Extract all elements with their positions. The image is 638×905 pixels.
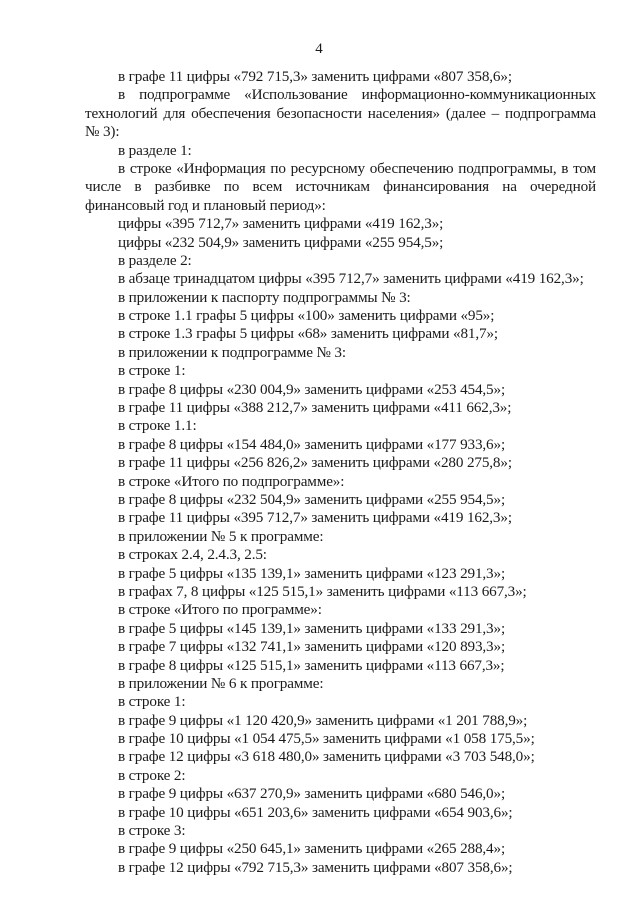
text-line: в строке 1: xyxy=(118,362,186,380)
page-number: 4 xyxy=(315,41,323,57)
text-line: в строке 2: xyxy=(118,766,186,784)
text-line: цифры «395 712,7» заменить цифрами «419 162,3»; xyxy=(118,215,444,233)
text-line: в графе 12 цифры «3 618 480,0» заменить цифрами «3 703 548,0»; xyxy=(118,748,535,766)
text-line: в графе 5 цифры «135 139,1» заменить цифрами «123 291,3»; xyxy=(118,564,506,582)
text-line: технологий для обеспечения безопасности населения» (далее – подпрограмма xyxy=(85,104,596,122)
text-line: в графе 10 цифры «651 203,6» заменить цифрами «654 903,6»; xyxy=(118,803,513,821)
text-line: в разделе 1: xyxy=(118,141,192,159)
text-line: в строке 1.1 графы 5 цифры «100» заменить цифрами «95»; xyxy=(118,307,495,325)
text-line: в приложении № 5 к программе: xyxy=(118,527,324,545)
text-line: в подпрограмме «Использование информационно-коммуникационных xyxy=(118,86,596,104)
text-line: в графе 8 цифры «125 515,1» заменить цифрами «113 667,3»; xyxy=(118,656,505,674)
text-line: в графе 7 цифры «132 741,1» заменить цифрами «120 893,3»; xyxy=(118,638,506,656)
text-line: в строке «Информация по ресурсному обеспечению подпрограммы, в том xyxy=(118,159,596,177)
text-line: в строке 1.1: xyxy=(118,417,197,435)
text-line: в графе 10 цифры «1 054 475,5» заменить цифрами «1 058 175,5»; xyxy=(118,730,535,748)
text-line: в приложении к паспорту подпрограммы № 3: xyxy=(118,288,411,306)
text-line: в графе 9 цифры «1 120 420,9» заменить цифрами «1 201 788,9»; xyxy=(118,711,528,729)
text-line: в строке «Итого по программе»: xyxy=(118,601,322,619)
text-line: в приложении № 6 к программе: xyxy=(118,674,324,692)
text-line: в строках 2.4, 2.4.3, 2.5: xyxy=(118,546,267,564)
document-body xyxy=(85,68,596,877)
text-line: в абзаце тринадцатом цифры «395 712,7» заменить цифрами «419 162,3»; xyxy=(118,270,584,288)
text-line: в графе 11 цифры «388 212,7» заменить цифрами «411 662,3»; xyxy=(118,399,512,417)
text-line: в графе 9 цифры «250 645,1» заменить цифрами «265 288,4»; xyxy=(118,840,506,858)
text-line: в строке 3: xyxy=(118,822,186,840)
text-line: в графе 12 цифры «792 715,3» заменить цифрами «807 358,6»; xyxy=(118,858,513,876)
text-line: в строке «Итого по подпрограмме»: xyxy=(118,472,345,490)
text-line: числе в разбивке по всем источникам финансирования на очередной xyxy=(85,178,596,196)
text-line: финансовый год и плановый период»: xyxy=(85,196,326,214)
text-line: в графе 9 цифры «637 270,9» заменить цифрами «680 546,0»; xyxy=(118,785,506,803)
text-line: в графе 8 цифры «230 004,9» заменить цифрами «253 454,5»; xyxy=(118,380,506,398)
text-line: № 3): xyxy=(85,123,120,141)
text-line: в строке 1.3 графы 5 цифры «68» заменить цифрами «81,7»; xyxy=(118,325,498,343)
text-line: в графе 11 цифры «256 826,2» заменить цифрами «280 275,8»; xyxy=(118,454,512,472)
text-line: в графах 7, 8 цифры «125 515,1» заменить цифрами «113 667,3»; xyxy=(118,582,527,600)
text-line: в графе 8 цифры «154 484,0» заменить цифрами «177 933,6»; xyxy=(118,435,506,453)
text-line: в графе 8 цифры «232 504,9» заменить цифрами «255 954,5»; xyxy=(118,490,506,508)
text-line: в приложении к подпрограмме № 3: xyxy=(118,343,346,361)
text-line: в графе 11 цифры «792 715,3» заменить цифрами «807 358,6»; xyxy=(118,68,512,85)
text-line: в разделе 2: xyxy=(118,251,192,269)
text-line: в графе 11 цифры «395 712,7» заменить цифрами «419 162,3»; xyxy=(118,509,512,527)
text-line: в строке 1: xyxy=(118,693,186,711)
text-line: цифры «232 504,9» заменить цифрами «255 954,5»; xyxy=(118,233,444,251)
text-line: в графе 5 цифры «145 139,1» заменить цифрами «133 291,3»; xyxy=(118,619,506,637)
